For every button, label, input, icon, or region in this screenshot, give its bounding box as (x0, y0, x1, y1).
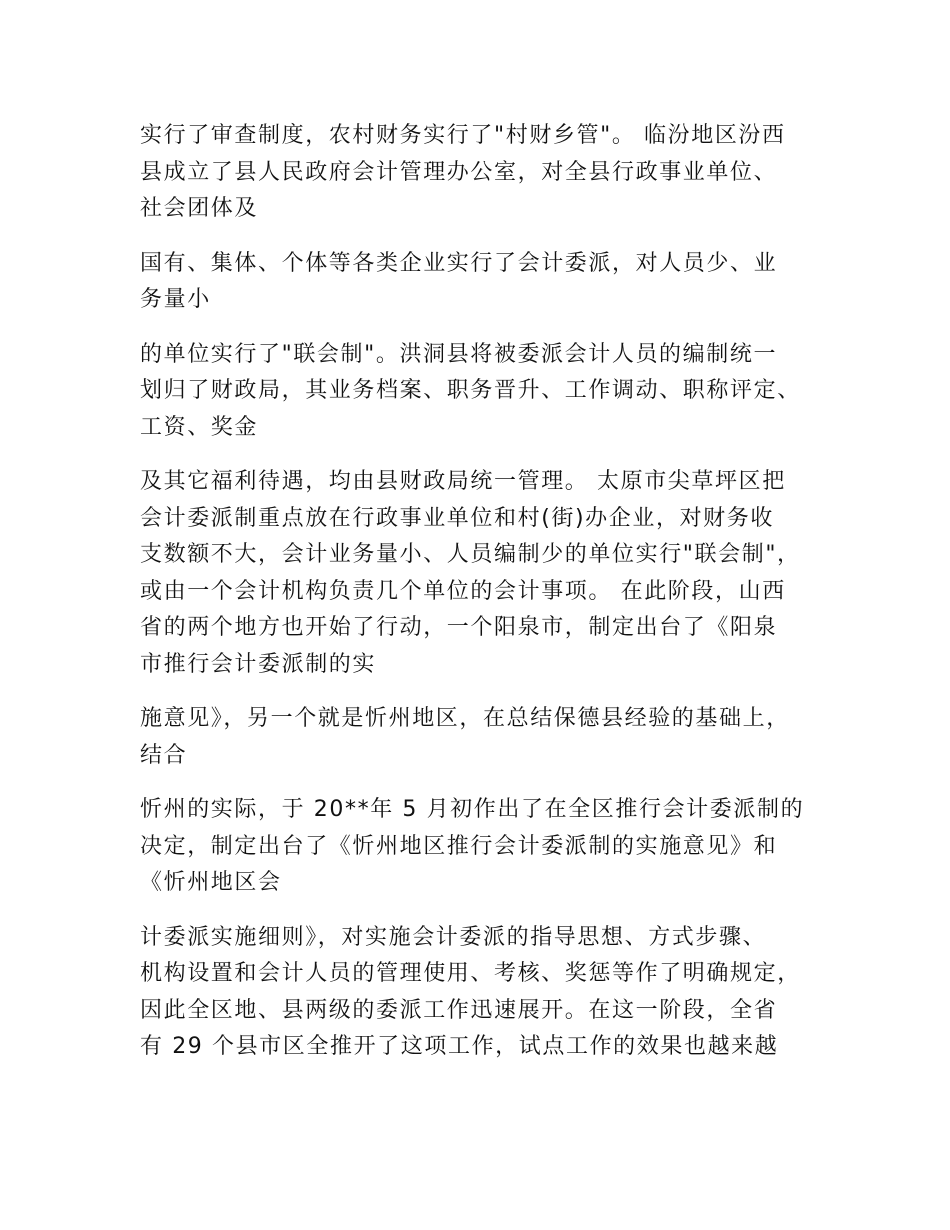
paragraph-1 (140, 118, 820, 228)
text-line: 务量小 (140, 287, 211, 312)
text-line: 实行了审查制度，农村财务实行了"村财乡管"。 临汾地区汾西 (140, 123, 786, 148)
text-line: 会计委派制重点放在行政事业单位和村(街)办企业，对财务收 (140, 505, 774, 531)
text-line: 及其它福利待遇，均由县财政局统一管理。 太原市尖草坪区把 (140, 469, 786, 494)
text-line: 因此全区地、县两级的委派工作迅速展开。在这一阶段，全省 (140, 997, 778, 1023)
text-line: 省的两个地方也开始了行动，一个阳泉市，制定出台了《阳泉 (140, 615, 778, 640)
text-line: 社会团体及 (140, 196, 259, 221)
paragraph-3 (140, 337, 820, 447)
text-line: 忻州的实际，于 20**年 5 月初作出了在全区推行会计委派制的 (140, 797, 805, 822)
text-line: 支数额不大，会计业务量小、人员编制少的单位实行"联会制"， (140, 542, 801, 567)
paragraph-7 (140, 920, 820, 1066)
paragraph-4 (140, 464, 820, 683)
paragraph-2 (140, 246, 820, 319)
text-line: 市推行会计委派制的实 (140, 651, 377, 677)
text-line: 有 29 个县市区全推开了这项工作，试点工作的效果也越来越 (140, 1034, 779, 1059)
document-body (140, 118, 820, 1084)
text-line: 划归了财政局，其业务档案、职务晋升、工作调动、职称评定、 (140, 378, 801, 403)
text-line: 机构设置和会计人员的管理使用、考核、奖惩等作了明确规定， (140, 961, 801, 986)
text-line: 或由一个会计机构负责几个单位的会计事项。 在此阶段，山西 (140, 578, 786, 604)
paragraph-5 (140, 701, 820, 774)
text-line: 施意见》，另一个就是忻州地区，在总结保德县经验的基础上， (140, 706, 790, 731)
text-line: 决定，制定出台了《忻州地区推行会计委派制的实施意见》和 (140, 833, 778, 859)
text-line: 国有、集体、个体等各类企业实行了会计委派，对人员少、业 (140, 250, 778, 276)
text-line: 结合 (140, 742, 188, 768)
text-line: 工资、奖金 (140, 414, 259, 440)
text-line: 计委派实施细则》，对实施会计委派的指导思想、方式步骤、 (140, 924, 767, 950)
text-line: 的单位实行了"联会制"。洪洞县将被委派会计人员的编制统一 (140, 341, 778, 367)
paragraph-6 (140, 792, 820, 902)
text-line: 县成立了县人民政府会计管理办公室，对全县行政事业单位、 (140, 159, 778, 185)
text-line: 《忻州地区会 (140, 870, 282, 895)
